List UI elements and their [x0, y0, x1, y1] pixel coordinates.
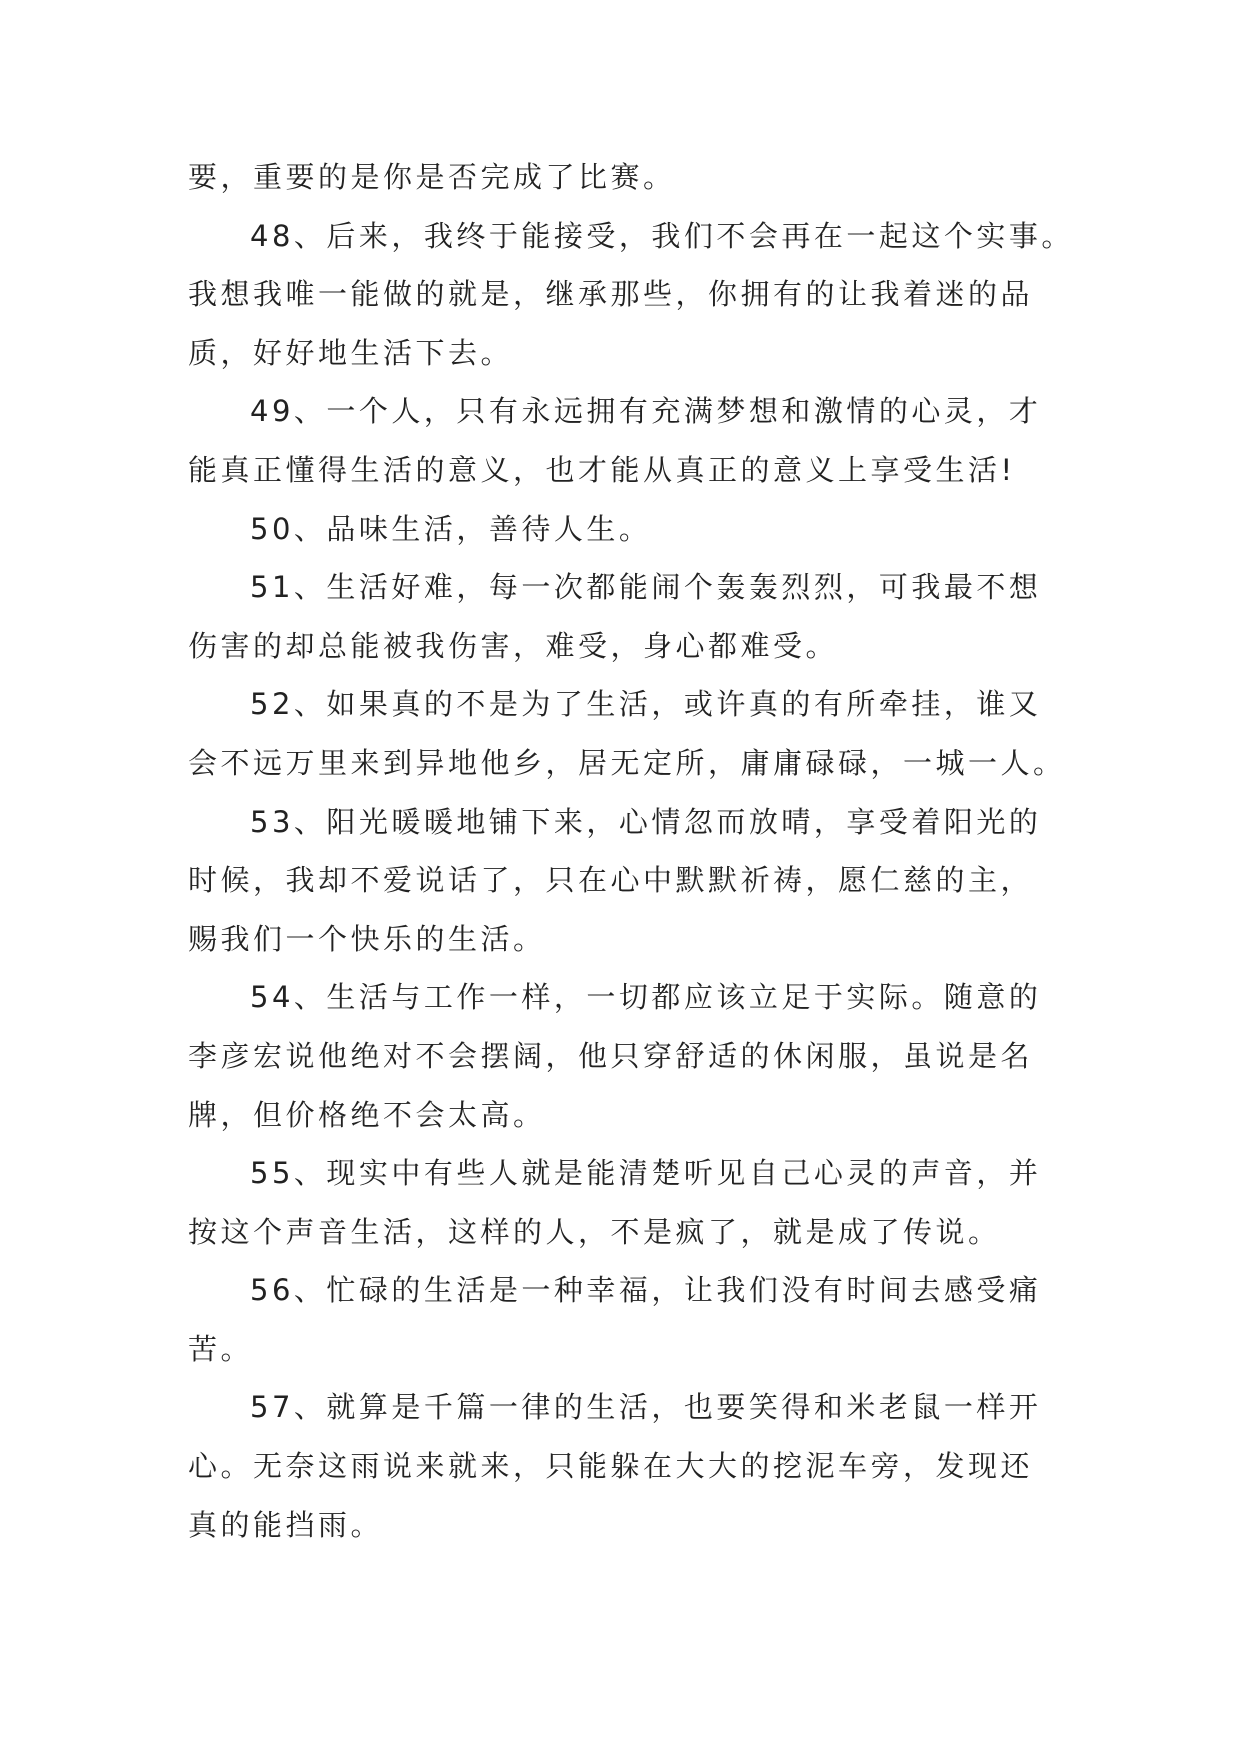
- text-line: 心。无奈这雨说来就来，只能躲在大大的挖泥车旁，发现还: [188, 1449, 1034, 1484]
- text-line: 时候，我却不爱说话了，只在心中默默祈祷，愿仁慈的主，: [188, 863, 1034, 898]
- text-line: 牌，但价格绝不会太高。: [188, 1097, 546, 1132]
- text-line: 赐我们一个快乐的生活。: [188, 921, 546, 956]
- text-line: 按这个声音生活，这样的人，不是疯了，就是成了传说。: [188, 1214, 1001, 1249]
- text-line: 真的能挡雨。: [188, 1507, 384, 1542]
- text-line: 质，好好地生活下去。: [188, 335, 514, 370]
- text-line: 57、就算是千篇一律的生活，也要笑得和米老鼠一样开: [250, 1390, 1042, 1425]
- text-line: 能真正懂得生活的意义，也才能从真正的意义上享受生活!: [188, 452, 1016, 487]
- text-line: 伤害的却总能被我伤害，难受，身心都难受。: [188, 628, 839, 663]
- text-line: 李彦宏说他绝对不会摆阔，他只穿舒适的休闲服，虽说是名: [188, 1038, 1034, 1073]
- text-line: 48、后来，我终于能接受，我们不会再在一起这个实事。: [250, 218, 1074, 253]
- text-line: 我想我唯一能做的就是，继承那些，你拥有的让我着迷的品: [188, 277, 1034, 312]
- text-line: 52、如果真的不是为了生活，或许真的有所牵挂，谁又: [250, 687, 1042, 722]
- text-line: 55、现实中有些人就是能清楚听见自己心灵的声音，并: [250, 1156, 1042, 1191]
- text-line: 54、生活与工作一样，一切都应该立足于实际。随意的: [250, 980, 1042, 1015]
- text-line: 49、一个人，只有永远拥有充满梦想和激情的心灵，才: [250, 394, 1042, 429]
- text-line: 50、品味生活，善待人生。: [250, 511, 652, 546]
- document-page: [188, 148, 1074, 1554]
- text-line: 56、忙碌的生活是一种幸福，让我们没有时间去感受痛: [250, 1273, 1042, 1308]
- text-line: 会不远万里来到异地他乡，居无定所，庸庸碌碌，一城一人。: [188, 745, 1066, 780]
- text-line: 51、生活好难，每一次都能闹个轰轰烈烈，可我最不想: [250, 570, 1042, 605]
- text-line: 要，重要的是你是否完成了比赛。: [188, 160, 676, 194]
- text-line: 苦。: [188, 1331, 254, 1366]
- text-line: 53、阳光暖暖地铺下来，心情忽而放晴，享受着阳光的: [250, 804, 1042, 839]
